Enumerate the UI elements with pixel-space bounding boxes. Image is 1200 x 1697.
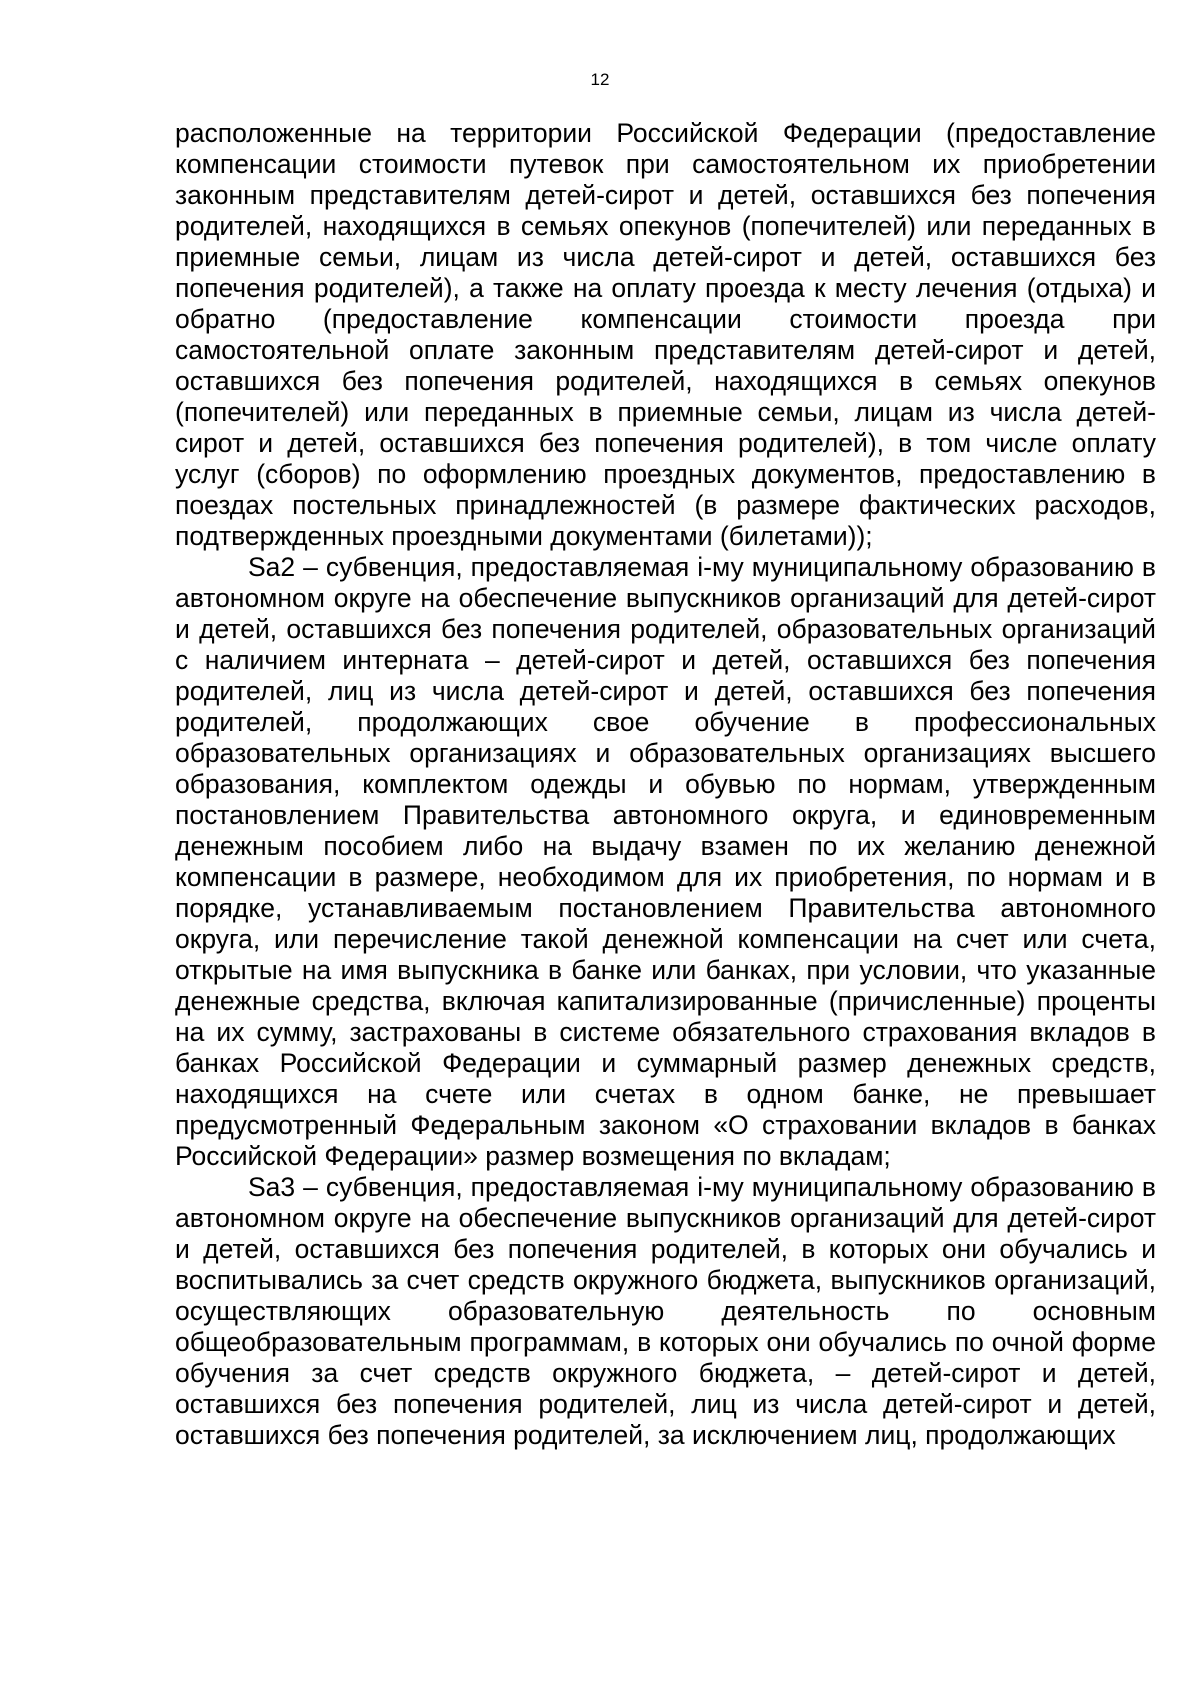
paragraph-sa3: Sa3 – субвенция, предоставляемая i-му муниципальному образованию в автономном округе на обеспечение выпускников организаций для детей-сирот и детей, оставшихся без попечения родителей, в которых они обучались и воспитывались за счет средств окружного бюджета, выпускников организаций, осуществляющих образовательную деятельность по основным общеобразовательным программам, в которых они обучались по очной форме обучения за счет средств окружного бюджета, – детей-сирот и детей, оставшихся без попечения родителей, лиц из числа детей-сирот и детей, оставшихся без попечения родителей, за исключением лиц, продолжающих xyxy=(175,1172,1156,1450)
document-body xyxy=(175,118,1156,1451)
page-number: 12 xyxy=(590,70,610,89)
paragraph-continuation: расположенные на территории Российской Федерации (предоставление компенсации стоимости путевок при самостоятельном их приобретении законным представителям детей-сирот и детей, оставшихся без попечения родителей, находящихся в семьях опекунов (попечителей) или переданных в приемные семьи, лицам из числа детей-сирот и детей, оставшихся без попечения родителей), а также на оплату проезда к месту лечения (отдыха) и обратно (предоставление компенсации стоимости проезда при самостоятельной оплате законным представителям детей-сирот и детей, оставшихся без попечения родителей, находящихся в семьях опекунов (попечителей) или переданных в приемные семьи, лицам из числа детей-сирот и детей, оставшихся без попечения родителей), в том числе оплату услуг (сборов) по оформлению проездных документов, предоставлению в поездах постельных принадлежностей (в размере фактических расходов, подтвержденных проездными документами (билетами)); xyxy=(175,118,1156,551)
paragraph-sa2: Sa2 – субвенция, предоставляемая i-му муниципальному образованию в автономном округе на обеспечение выпускников организаций для детей-сирот и детей, оставшихся без попечения родителей, образовательных организаций с наличием интерната – детей-сирот и детей, оставшихся без попечения родителей, лиц из числа детей-сирот и детей, оставшихся без попечения родителей, продолжающих свое обучение в профессиональных образовательных организациях и образовательных организациях высшего образования, комплектом одежды и обувью по нормам, утвержденным постановлением Правительства автономного округа, и единовременным денежным пособием либо на выдачу взамен по их желанию денежной компенсации в размере, необходимом для их приобретения, по нормам и в порядке, устанавливаемым постановлением Правительства автономного округа, или перечисление такой денежной компенсации на счет или счета, открытые на имя выпускника в банке или банках, при условии, что указанные денежные средства, включая капитализированные (причисленные) проценты на их сумму, застрахованы в системе обязательного страхования вкладов в банках Российской Федерации и суммарный размер денежных средств, находящихся на счете или счетах в одном банке, не превышает предусмотренный Федеральным законом «О страховании вкладов в банках Российской Федерации» размер возмещения по вкладам; xyxy=(175,552,1156,1171)
